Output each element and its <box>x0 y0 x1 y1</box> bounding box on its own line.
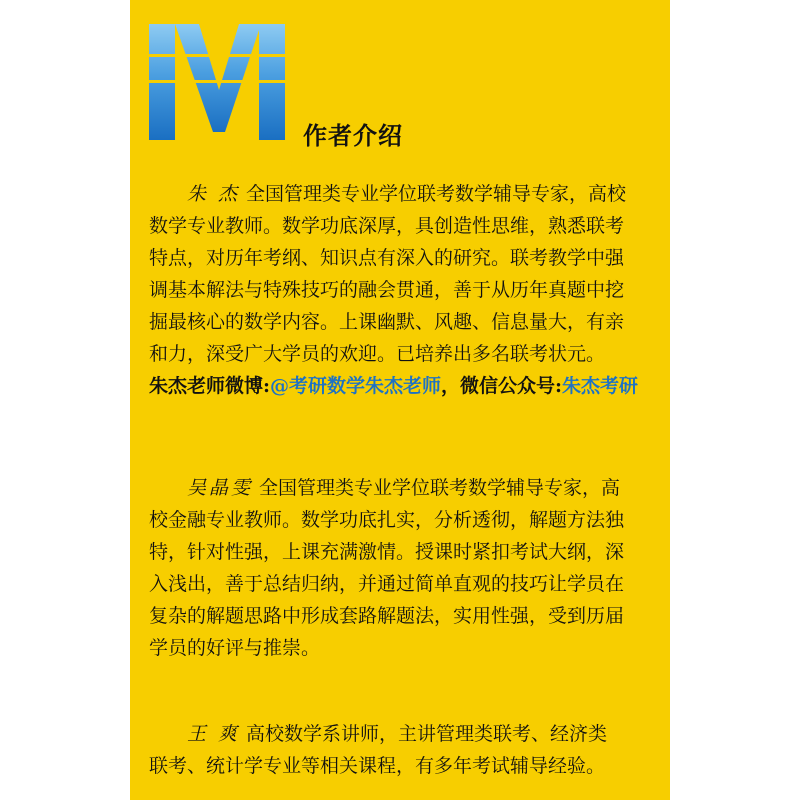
bio-line: 全国管理类专业学位联考数学辅导专家，高 <box>259 477 621 499</box>
author-bio-zhu-jie <box>149 178 659 402</box>
bio-line: 调基本解法与特殊技巧的融会贯通，善于从历年真题中挖 <box>149 279 625 301</box>
m-logo <box>147 20 287 142</box>
bio-line: 高校数学系讲师，主讲管理类联考、经济类 <box>246 723 608 745</box>
bio-line: 全国管理类专业学位联考数学辅导专家，高校 <box>246 183 627 205</box>
weibo-handle: @考研数学朱杰老师 <box>270 375 442 397</box>
bio-line: 特，针对性强，上课充满激情。授课时紧扣考试大纲，深 <box>149 541 625 563</box>
bio-line: 校金融专业教师。数学功底扎实，分析透彻，解题方法独 <box>149 509 625 531</box>
bio-line: 掘最核心的数学内容。上课幽默、风趣、信息量大，有亲 <box>149 311 625 333</box>
social-line <box>149 370 659 402</box>
bio-line: 特点，对历年考纲、知识点有深入的研究。联考教学中强 <box>149 247 625 269</box>
wechat-label: ，微信公众号: <box>441 375 563 397</box>
bio-line: 入浅出，善于总结归纳，并通过简单直观的技巧让学员在 <box>149 573 625 595</box>
author-bio-wu-jingwen <box>149 472 659 664</box>
author-name: 吴晶雯 <box>187 477 254 499</box>
bio-line: 学员的好评与推崇。 <box>149 637 321 659</box>
bio-line: 和力，深受广大学员的欢迎。已培养出多名联考状元。 <box>149 343 606 365</box>
author-name: 王 爽 <box>187 723 241 745</box>
wechat-name: 朱杰考研 <box>562 375 639 397</box>
author-bio-wang-shuang <box>149 718 659 782</box>
weibo-label: 朱杰老师微博: <box>149 375 271 397</box>
author-name: 朱 杰 <box>187 183 241 205</box>
bio-line: 联考、统计学专业等相关课程，有多年考试辅导经验。 <box>149 755 606 777</box>
section-heading: 作者介绍 <box>303 122 403 150</box>
bio-line: 数学专业教师。数学功底深厚，具创造性思维，熟悉联考 <box>149 215 625 237</box>
bio-line: 复杂的解题思路中形成套路解题法，实用性强，受到历届 <box>149 605 625 627</box>
